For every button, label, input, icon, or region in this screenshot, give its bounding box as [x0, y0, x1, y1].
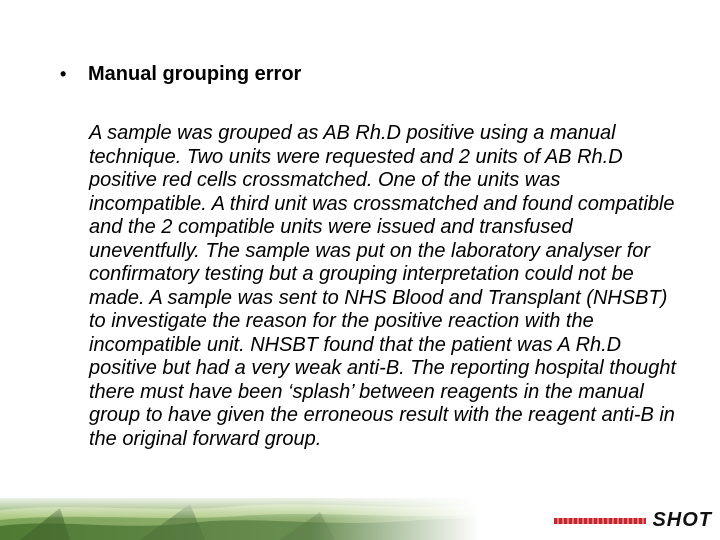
footer-field-image	[0, 498, 480, 540]
slide-body-text: A sample was grouped as AB Rh.D positive using a manual technique. Two units were requested and 2 units of AB Rh.D positive red cells crossmatched. One of the units was incompatible. A third unit was crossmatched and found compatible and the 2 compatible units were issued and transfused uneventfully. The sample was put on the laboratory analyser for confirmatory testing but a grouping interpretation could not be made. A sample was sent to NHS Blood and Transplant (NHSBT) to investigate the reason for the positive reaction with the incompatible unit. NHSBT found that the patient was A Rh.D positive but had a very weak anti-B. The reporting hospital thought there must have been ‘splash’ between reagents in the manual group to have given the erroneous result with the reagent anti-B in the original forward group.	[89, 122, 677, 450]
logo-text: SHOT	[652, 509, 712, 531]
shot-logo	[554, 509, 712, 532]
bullet-item	[60, 63, 301, 86]
slide-heading: Manual grouping error	[88, 63, 302, 85]
bullet-icon: •	[60, 64, 67, 84]
logo-stripe	[554, 518, 646, 524]
